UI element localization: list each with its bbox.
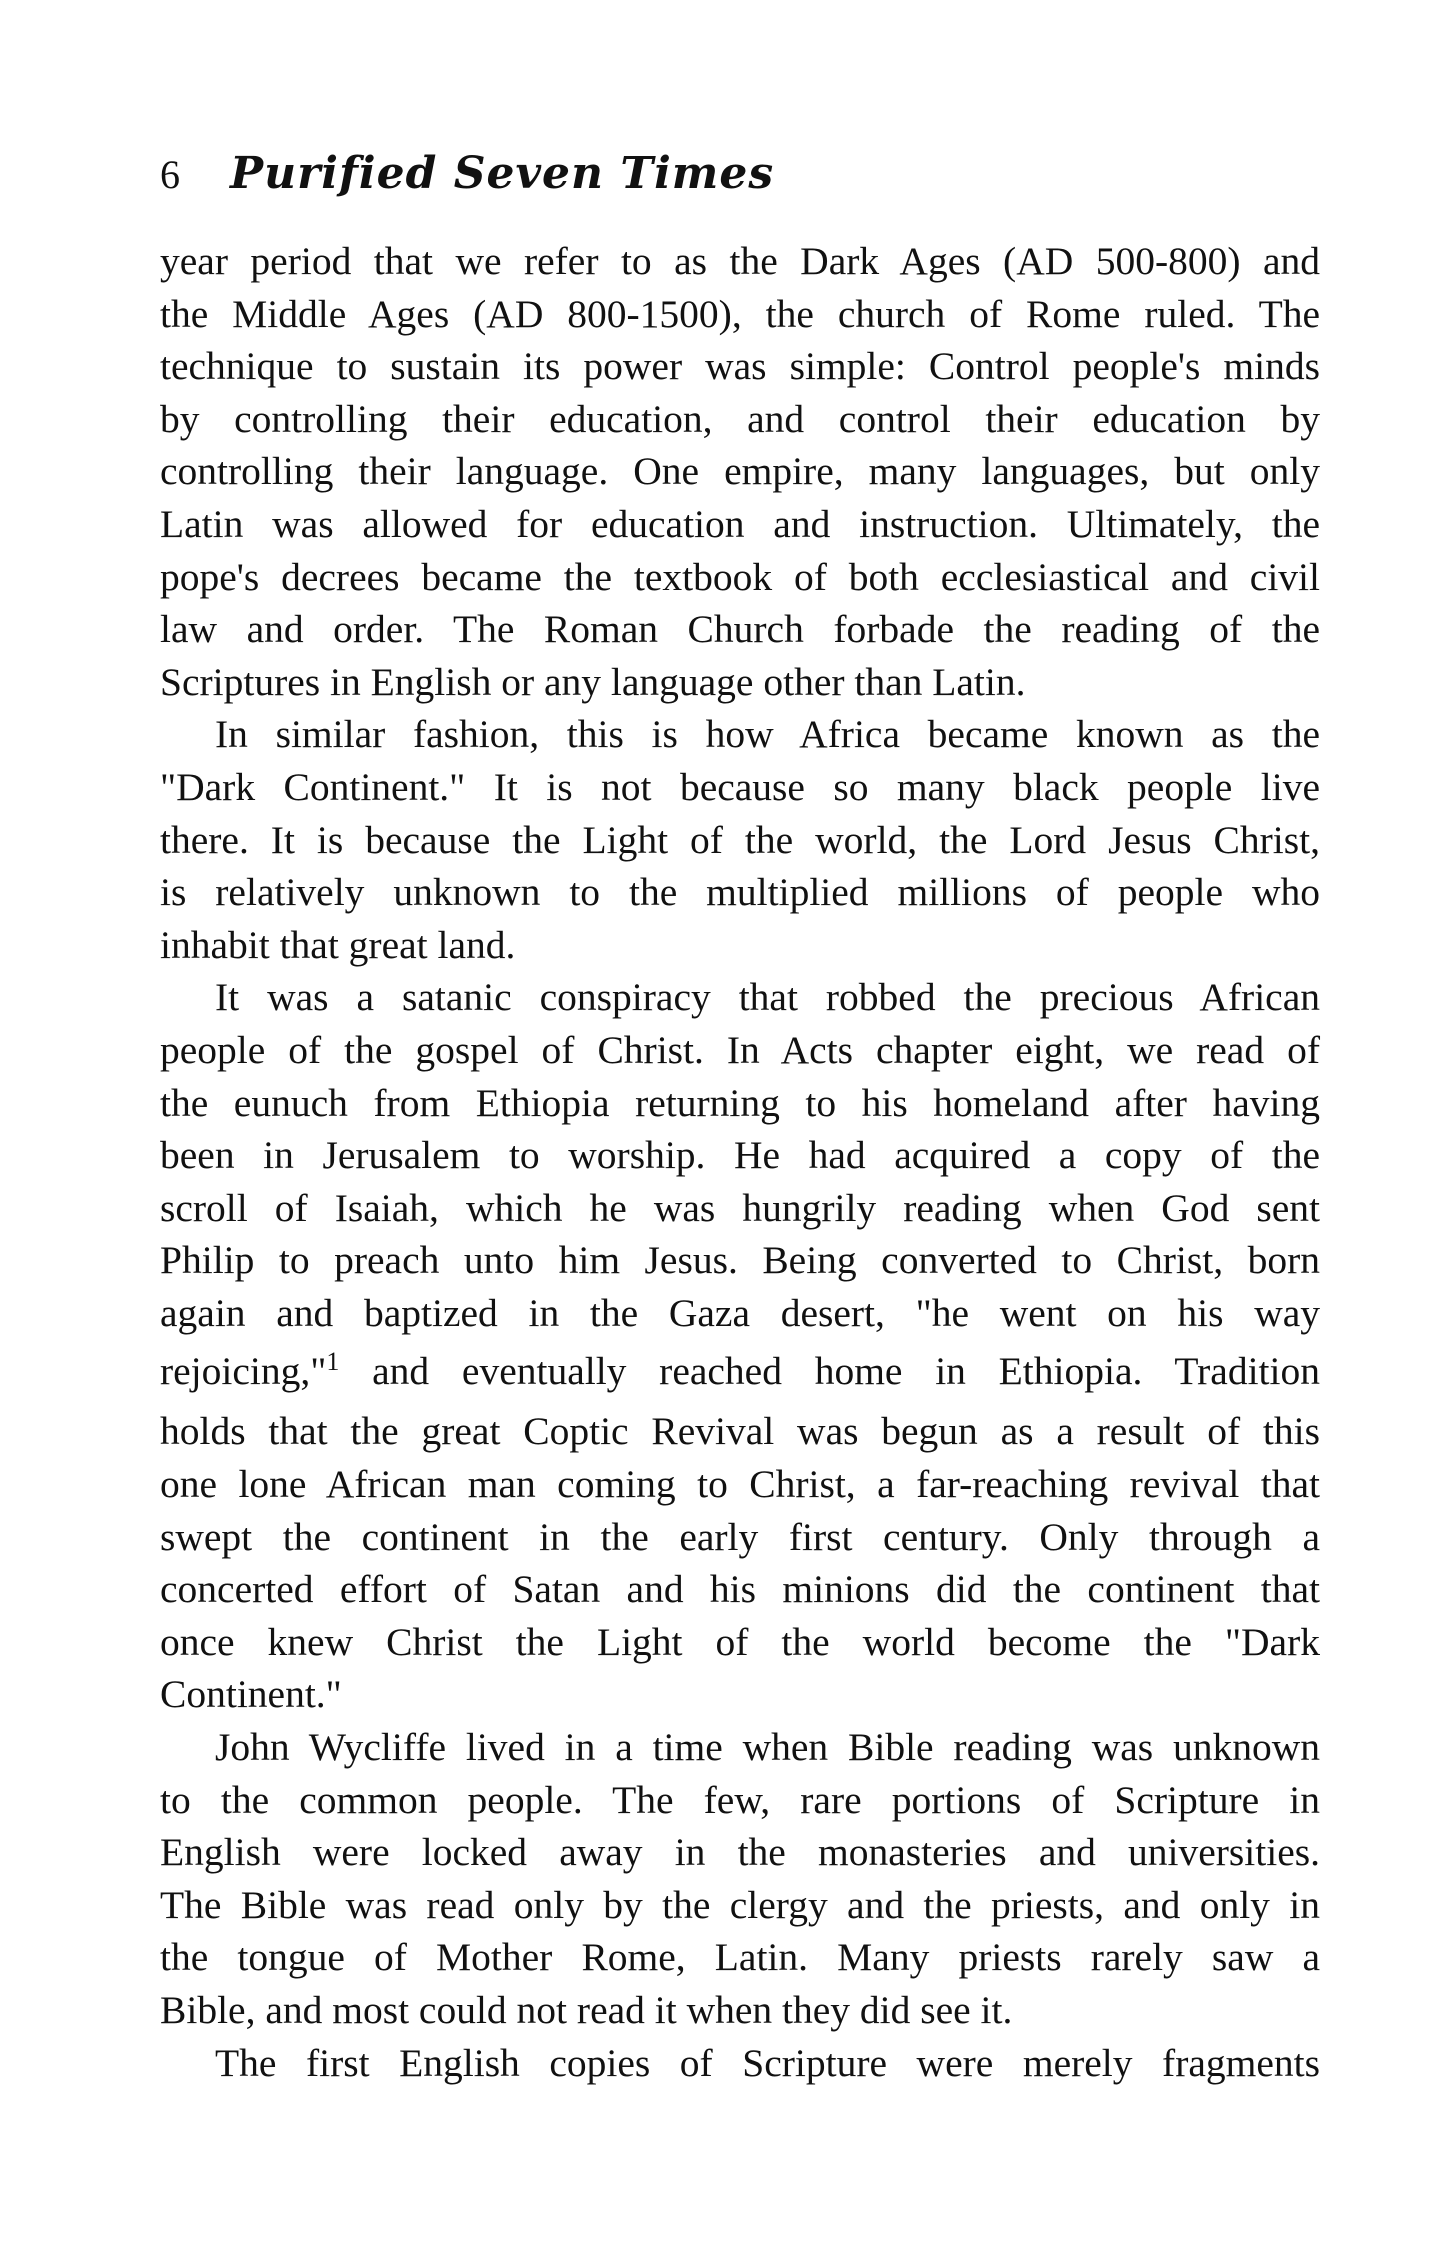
text-line-with-footnote <box>160 1339 1320 1405</box>
text-line: controlling their language. One empire, many languages, but only <box>160 449 1320 494</box>
text-fragment: and eventually reached home in Ethiopia. Tradition <box>372 1349 1320 1394</box>
text-line: swept the continent in the early first century. Only through a <box>160 1514 1320 1559</box>
text-line: English were locked away in the monasteries and universities. <box>160 1830 1320 1875</box>
text-line: The Bible was read only by the clergy and the priests, and only in <box>160 1882 1320 1927</box>
page-number: 6 <box>160 152 180 197</box>
text-line: technique to sustain its power was simple: Control people's minds <box>160 344 1320 389</box>
text-line: "Dark Continent." It is not because so many black people live <box>160 764 1320 809</box>
footnote-reference[interactable]: 1 <box>326 1347 340 1377</box>
text-line: pope's decrees became the textbook of both ecclesiastical and civil <box>160 554 1320 599</box>
text-line: John Wycliffe lived in a time when Bible reading was unknown <box>215 1725 1320 1770</box>
text-line: by controlling their education, and control their education by <box>160 396 1320 441</box>
text-line: Continent." <box>160 1672 342 1717</box>
book-title: Purified Seven Times <box>230 148 775 199</box>
running-head <box>160 148 774 208</box>
text-line: inhabit that great land. <box>160 922 516 967</box>
text-line: one lone African man coming to Christ, a far-reaching revival that <box>160 1462 1320 1507</box>
text-line: is relatively unknown to the multiplied millions of people who <box>160 870 1320 915</box>
text-line: scroll of Isaiah, which he was hungrily reading when God sent <box>160 1185 1320 1230</box>
text-line: Bible, and most could not read it when they did see it. <box>160 1988 1013 2032</box>
text-line: people of the gospel of Christ. In Acts chapter eight, we read of <box>160 1027 1320 1072</box>
text-line: there. It is because the Light of the world, the Lord Jesus Christ, <box>160 817 1320 862</box>
text-line: Latin was allowed for education and instruction. Ultimately, the <box>160 501 1320 546</box>
text-line: The first English copies of Scripture were merely fragments <box>215 2040 1320 2085</box>
body-text <box>160 235 1320 2089</box>
text-line: again and baptized in the Gaza desert, "he went on his way <box>160 1290 1320 1335</box>
text-line: the tongue of Mother Rome, Latin. Many priests rarely saw a <box>160 1935 1320 1980</box>
text-line: once knew Christ the Light of the world become the "Dark <box>160 1619 1320 1664</box>
text-line: year period that we refer to as the Dark Ages (AD 500-800) and <box>160 239 1320 283</box>
text-line: It was a satanic conspiracy that robbed the precious African <box>215 975 1320 1020</box>
text-line: holds that the great Coptic Revival was begun as a result of this <box>160 1409 1320 1454</box>
text-line: the Middle Ages (AD 800-1500), the church of Rome ruled. The <box>160 291 1320 336</box>
text-line: been in Jerusalem to worship. He had acquired a copy of the <box>160 1133 1320 1178</box>
text-line: to the common people. The few, rare portions of Scripture in <box>160 1777 1320 1822</box>
text-line: Philip to preach unto him Jesus. Being converted to Christ, born <box>160 1238 1320 1283</box>
text-line: law and order. The Roman Church forbade the reading of the <box>160 607 1320 652</box>
text-line: the eunuch from Ethiopia returning to his homeland after having <box>160 1080 1320 1125</box>
text-fragment: rejoicing," <box>160 1349 327 1394</box>
text-line: Scriptures in English or any language other than Latin. <box>160 659 1026 704</box>
text-line: In similar fashion, this is how Africa became known as the <box>215 712 1320 757</box>
text-line: concerted effort of Satan and his minions did the continent that <box>160 1567 1320 1612</box>
